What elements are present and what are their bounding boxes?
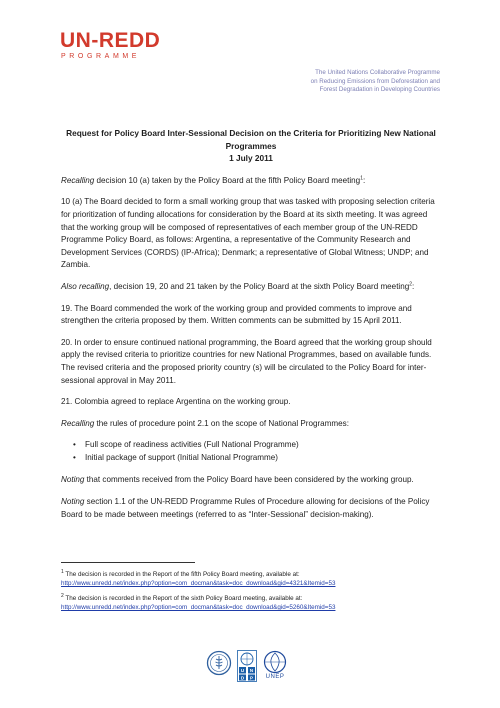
noting-text: section 1.1 of the UN-REDD Programme Rules of Procedure allowing for decisions of the Policy Board to be made between meetings (referred to as “Inter-Sessional” decision-making). bbox=[61, 497, 430, 519]
document-body bbox=[61, 127, 441, 530]
partner-logos bbox=[206, 650, 288, 682]
fao-emblem-icon bbox=[206, 650, 232, 676]
footnote-ref[interactable]: 1 bbox=[360, 175, 363, 182]
recalling-rules-text: the rules of procedure point 2.1 on the scope of National Programmes: bbox=[94, 418, 349, 428]
recalling-rules-lead: Recalling bbox=[61, 418, 95, 428]
footnote-number: 2 bbox=[61, 592, 64, 599]
decision-19-paragraph: 19. The Board commended the work of the working group and provided comments to improve and strengthen the criteria proposed by them. Written comments can be submitted by 15 April 2011. bbox=[61, 303, 412, 326]
document-title bbox=[61, 127, 441, 165]
list-item bbox=[61, 439, 441, 452]
footnote-number: 1 bbox=[61, 568, 64, 575]
unep-emblem-icon bbox=[262, 650, 288, 674]
decision-10a-paragraph: 10 (a) The Board decided to form a small working group that was tasked with proposing selection criteria for prioritization of funding allocations for consideration by the Board at its sixth meeting. It was agreed that the working group will be composed of representatives of each member group of the UN-REDD Programme Policy Board, as follows: Argentina, a representative of the Community Research and Development Services (CORDS) (IP-Africa); Denmark; a representative of Global Witness; UNDP; and Zambia. bbox=[61, 197, 435, 270]
footnote-1 bbox=[61, 570, 461, 589]
noting-text: that comments received from the Policy Board have been considered by the working group. bbox=[84, 475, 414, 485]
programme-tagline bbox=[230, 69, 440, 95]
also-recalling-tail: : bbox=[412, 281, 415, 291]
recalling-text: decision 10 (a) taken by the Policy Board at the fifth Policy Board meeting bbox=[94, 175, 361, 185]
decision-21-paragraph: 21. Colombia agreed to replace Argentina on the working group. bbox=[61, 397, 291, 407]
also-recalling-paragraph bbox=[61, 281, 441, 294]
footnote-link[interactable]: http://www.unredd.net/index.php?option=com_docman&task=doc_download&gid=5260&Itemid=53 bbox=[61, 603, 336, 611]
tagline-line: The United Nations Collaborative Programme bbox=[315, 69, 440, 76]
svg-text:D: D bbox=[240, 675, 245, 681]
bullet-icon: • bbox=[73, 452, 76, 462]
unep-wordmark: UNEP bbox=[265, 674, 285, 680]
footnote-text: The decision is recorded in the Report of the fifth Policy Board meeting, available at: bbox=[63, 571, 300, 578]
footnote-text: The decision is recorded in the Report of the sixth Policy Board meeting, available at: bbox=[63, 594, 303, 602]
title-line: Programmes bbox=[225, 140, 277, 151]
svg-text:P: P bbox=[249, 675, 254, 681]
title-line: Request for Policy Board Inter-Sessional Decision on the Criteria for Prioritizing New National bbox=[66, 128, 436, 138]
noting-lead: Noting bbox=[61, 475, 85, 485]
noting-rules-paragraph bbox=[61, 496, 441, 521]
footnote-separator bbox=[61, 562, 195, 563]
bullet-icon: • bbox=[73, 440, 76, 450]
decision-20-paragraph: 20. In order to ensure continued national programming, the Board agreed that the working group should apply the revised criteria to prioritize countries for new National Programmes, based on available funds. The revised criteria and the proposed priority country (s) will be circulated to the Policy Board for inter-sessional approval in May 2011. bbox=[61, 337, 432, 385]
list-item bbox=[61, 452, 441, 465]
svg-text:N: N bbox=[249, 668, 254, 674]
also-recalling-lead: Also recalling bbox=[61, 281, 110, 291]
undp-logo-icon bbox=[237, 650, 257, 682]
also-recalling-text: , decision 19, 20 and 21 taken by the Policy Board at the sixth Policy Board meeting bbox=[109, 281, 410, 291]
programme-scope-list bbox=[61, 439, 441, 464]
title-date: 1 July 2011 bbox=[229, 153, 273, 164]
footnotes bbox=[61, 570, 461, 617]
recalling-paragraph bbox=[61, 175, 441, 188]
list-item-text: Initial package of support (Initial National Programme) bbox=[85, 452, 278, 462]
un-redd-logo bbox=[60, 30, 160, 60]
footnote-2 bbox=[61, 594, 461, 613]
unep-logo bbox=[262, 650, 288, 681]
noting-lead: Noting bbox=[61, 497, 85, 507]
footnote-link[interactable]: http://www.unredd.net/index.php?option=com_docman&task=doc_download&gid=4321&Itemid=53 bbox=[61, 580, 336, 588]
logo-subtitle: PROGRAMME bbox=[61, 53, 141, 60]
tagline-line: Forest Degradation in Developing Countries bbox=[319, 86, 440, 94]
list-item-text: Full scope of readiness activities (Full National Programme) bbox=[85, 440, 299, 450]
footnote-ref[interactable]: 2 bbox=[409, 281, 413, 288]
recalling-lead: Recalling bbox=[61, 175, 95, 185]
noting-comments-paragraph bbox=[61, 474, 441, 487]
recalling-tail: : bbox=[362, 175, 366, 185]
logo-wordmark: UN-REDD bbox=[60, 29, 161, 52]
svg-text:U: U bbox=[240, 668, 245, 674]
tagline-line: on Reducing Emissions from Deforestation and bbox=[310, 77, 440, 85]
recalling-rules-paragraph bbox=[61, 418, 441, 431]
